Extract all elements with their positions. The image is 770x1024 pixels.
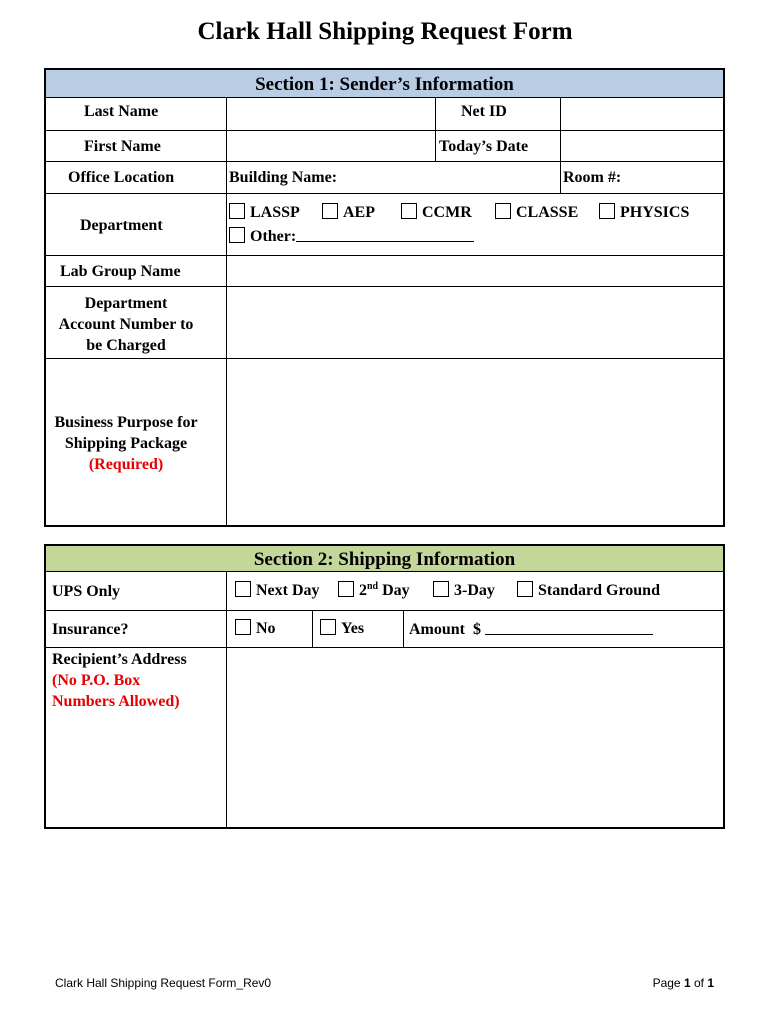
dept-option-ccmr[interactable]: CCMR	[401, 203, 472, 222]
insurance-option-yes[interactable]: Yes	[320, 619, 364, 638]
account-number-label: Department Account Number to be Charged	[58, 295, 194, 354]
ship-option-2nd-day[interactable]: 2nd Day	[338, 581, 410, 600]
section1-header: Section 1: Sender’s Information	[46, 70, 723, 98]
ship-option-next-day[interactable]: Next Day	[235, 581, 320, 600]
checkbox-icon[interactable]	[433, 581, 449, 597]
lab-group-field[interactable]	[227, 256, 723, 286]
section-shipping-information	[44, 544, 725, 829]
footer-form-name: Clark Hall Shipping Request Form_Rev0	[55, 976, 272, 990]
ship-option-3-day[interactable]: 3-Day	[433, 581, 495, 600]
dept-option-aep[interactable]: AEP	[322, 203, 375, 222]
column-divider	[435, 98, 436, 161]
building-name-label: Building Name:	[229, 169, 338, 186]
checkbox-icon[interactable]	[401, 203, 417, 219]
dept-option-classe[interactable]: CLASSE	[495, 203, 578, 222]
building-name-field[interactable]	[346, 162, 560, 193]
lab-group-label: Lab Group Name	[60, 263, 181, 280]
net-id-label: Net ID	[461, 103, 507, 120]
checkbox-icon[interactable]	[495, 203, 511, 219]
business-purpose-field[interactable]	[227, 359, 723, 525]
footer-page-number: Page 1 of 1	[652, 976, 714, 990]
first-name-label: First Name	[84, 138, 161, 155]
last-name-label: Last Name	[84, 103, 159, 120]
row-divider	[46, 610, 723, 611]
ship-option-standard-ground[interactable]: Standard Ground	[517, 581, 660, 600]
business-purpose-label: Business Purpose for Shipping Package (Required)	[54, 414, 198, 473]
form-title: Clark Hall Shipping Request Form	[197, 18, 573, 45]
dept-option-lassp[interactable]: LASSP	[229, 203, 300, 222]
insurance-label: Insurance?	[52, 621, 129, 638]
row-divider	[46, 193, 723, 194]
checkbox-icon[interactable]	[235, 581, 251, 597]
insurance-amount-field[interactable]	[485, 619, 653, 635]
checkbox-icon[interactable]	[320, 619, 336, 635]
column-divider	[312, 610, 313, 647]
todays-date-field[interactable]	[561, 131, 723, 161]
section-senders-information	[44, 68, 725, 527]
dept-option-other[interactable]: Other:	[229, 226, 474, 246]
todays-date-label: Today’s Date	[439, 138, 529, 155]
last-name-field[interactable]	[227, 98, 435, 130]
column-divider	[403, 610, 404, 647]
section2-header: Section 2: Shipping Information	[46, 546, 723, 572]
checkbox-icon[interactable]	[229, 203, 245, 219]
room-field[interactable]	[626, 162, 723, 193]
recipient-address-label: Recipient’s Address (No P.O. Box Numbers Allowed)	[52, 651, 187, 710]
ups-only-label: UPS Only	[52, 583, 121, 600]
department-label: Department	[80, 217, 163, 234]
checkbox-icon[interactable]	[599, 203, 615, 219]
other-department-field[interactable]	[296, 226, 474, 242]
account-number-field[interactable]	[227, 287, 723, 358]
insurance-option-no[interactable]: No	[235, 619, 276, 638]
checkbox-icon[interactable]	[235, 619, 251, 635]
office-location-label: Office Location	[68, 169, 175, 186]
insurance-amount: Amount $	[409, 619, 653, 639]
first-name-field[interactable]	[227, 131, 435, 161]
checkbox-icon[interactable]	[338, 581, 354, 597]
checkbox-icon[interactable]	[517, 581, 533, 597]
net-id-field[interactable]	[561, 98, 723, 130]
dept-option-physics[interactable]: PHYSICS	[599, 203, 689, 222]
recipient-address-field[interactable]	[227, 648, 723, 827]
checkbox-icon[interactable]	[229, 227, 245, 243]
checkbox-icon[interactable]	[322, 203, 338, 219]
room-label: Room #:	[563, 169, 622, 186]
